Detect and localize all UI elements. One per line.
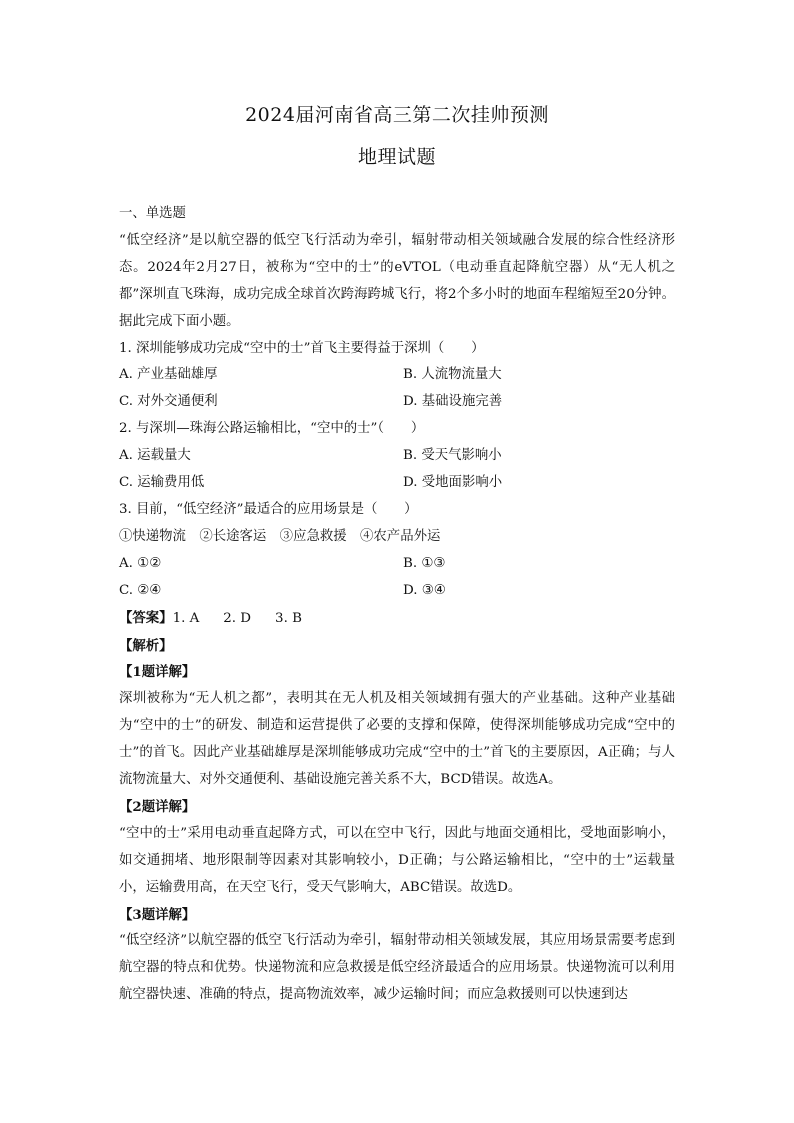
option-a: A. ①②	[119, 555, 162, 571]
question-1-options-row-1	[119, 362, 675, 389]
option-b: B. 人流物流量大	[403, 367, 502, 383]
document-title: 2024届河南省高三第二次挂帅预测	[245, 104, 549, 126]
answer-2: 2. D	[223, 610, 252, 626]
question-3-options-row-1	[119, 551, 675, 578]
document-subtitle: 地理试题	[357, 146, 436, 168]
option-d: D. ③④	[403, 582, 446, 598]
detail-2-text: “空中的士”采用电动垂直起降方式，可以在空中飞行，因此与地面交通相比，受地面影响小，如交通拥堵、地形限制等因素对其影响较小，D正确；与公路运输相比，“空中的士”运载量小，运输费用高，在天空飞行，受天气影响大，ABC错误。故选D。	[119, 825, 675, 895]
detail-3-text: “低空经济”以航空器的低空飞行活动为牵引，辐射带动相关领域发展，其应用场景需要考虑到航空器的特点和优势。快递物流和应急救援是低空经济最适合的应用场景。快递物流可以利用航空器快速、准确的特点，提高物流效率，减少运输时间；而应急救援则可以快速到达	[119, 933, 675, 1003]
intro-paragraph: “低空经济”是以航空器的低空飞行活动为牵引，辐射带动相关领域融合发展的综合性经济形态。2024年2月27日，被称为“空中的士”的eVTOL（电动垂直起降航空器）从“无人机之都”深圳直飞珠海，成功完成全球首次跨海跨城飞行，将2个多小时的地面车程缩短至20分钟。据此完成下面小题。	[119, 232, 675, 329]
option-d: D. 基础设施完善	[403, 394, 503, 410]
option-a: A. 产业基础雄厚	[119, 367, 218, 383]
option-d: D. 受地面影响小	[403, 475, 503, 491]
question-2-stem: 2. 与深圳—珠海公路运输相比，“空中的士”（ ）	[119, 421, 425, 437]
detail-1-label: 【1题详解】	[119, 664, 196, 681]
question-2-options-row-1	[119, 443, 675, 470]
option-a: A. 运载量大	[119, 448, 191, 464]
question-2-options-row-2	[119, 470, 675, 497]
question-3-stem: 3. 目前，“低空经济”最适合的应用场景是（ ）	[119, 501, 418, 517]
option-c: C. 运输费用低	[119, 475, 205, 491]
option-c: C. ②④	[119, 582, 162, 598]
answer-3: 3. B	[275, 610, 302, 626]
question-3-items: ①快递物流 ②长途客运 ③应急救援 ④农产品外运	[119, 528, 441, 544]
option-c: C. 对外交通便利	[119, 394, 218, 410]
answer-label: 【答案】	[119, 609, 173, 626]
document-body	[119, 201, 675, 1009]
detail-2-label: 【2题详解】	[119, 798, 196, 815]
option-b: B. 受天气影响小	[403, 448, 502, 464]
analysis-label: 【解析】	[119, 637, 173, 654]
question-3-options-row-2	[119, 578, 675, 605]
section-heading: 一、单选题	[119, 206, 186, 221]
answer-1: 1. A	[172, 610, 200, 626]
answer-line	[119, 605, 675, 633]
question-1-stem: 1. 深圳能够成功完成“空中的士”首飞主要得益于深圳（ ）	[119, 340, 485, 356]
detail-1-text: 深圳被称为“无人机之都”，表明其在无人机及相关领域拥有强大的产业基础。这种产业基础为“空中的士”的研发、制造和运营提供了必要的支撑和保障，使得深圳能够成功完成“空中的士”的首飞。因此产业基础雄厚是深圳能够成功完成“空中的士”首飞的主要原因，A正确；与人流物流量大、对外交通便利、基础设施完善关系不大，BCD错误。故选A。	[119, 691, 675, 788]
detail-3-label: 【3题详解】	[119, 906, 196, 923]
question-1-options-row-2	[119, 389, 675, 416]
option-b: B. ①③	[403, 555, 446, 571]
